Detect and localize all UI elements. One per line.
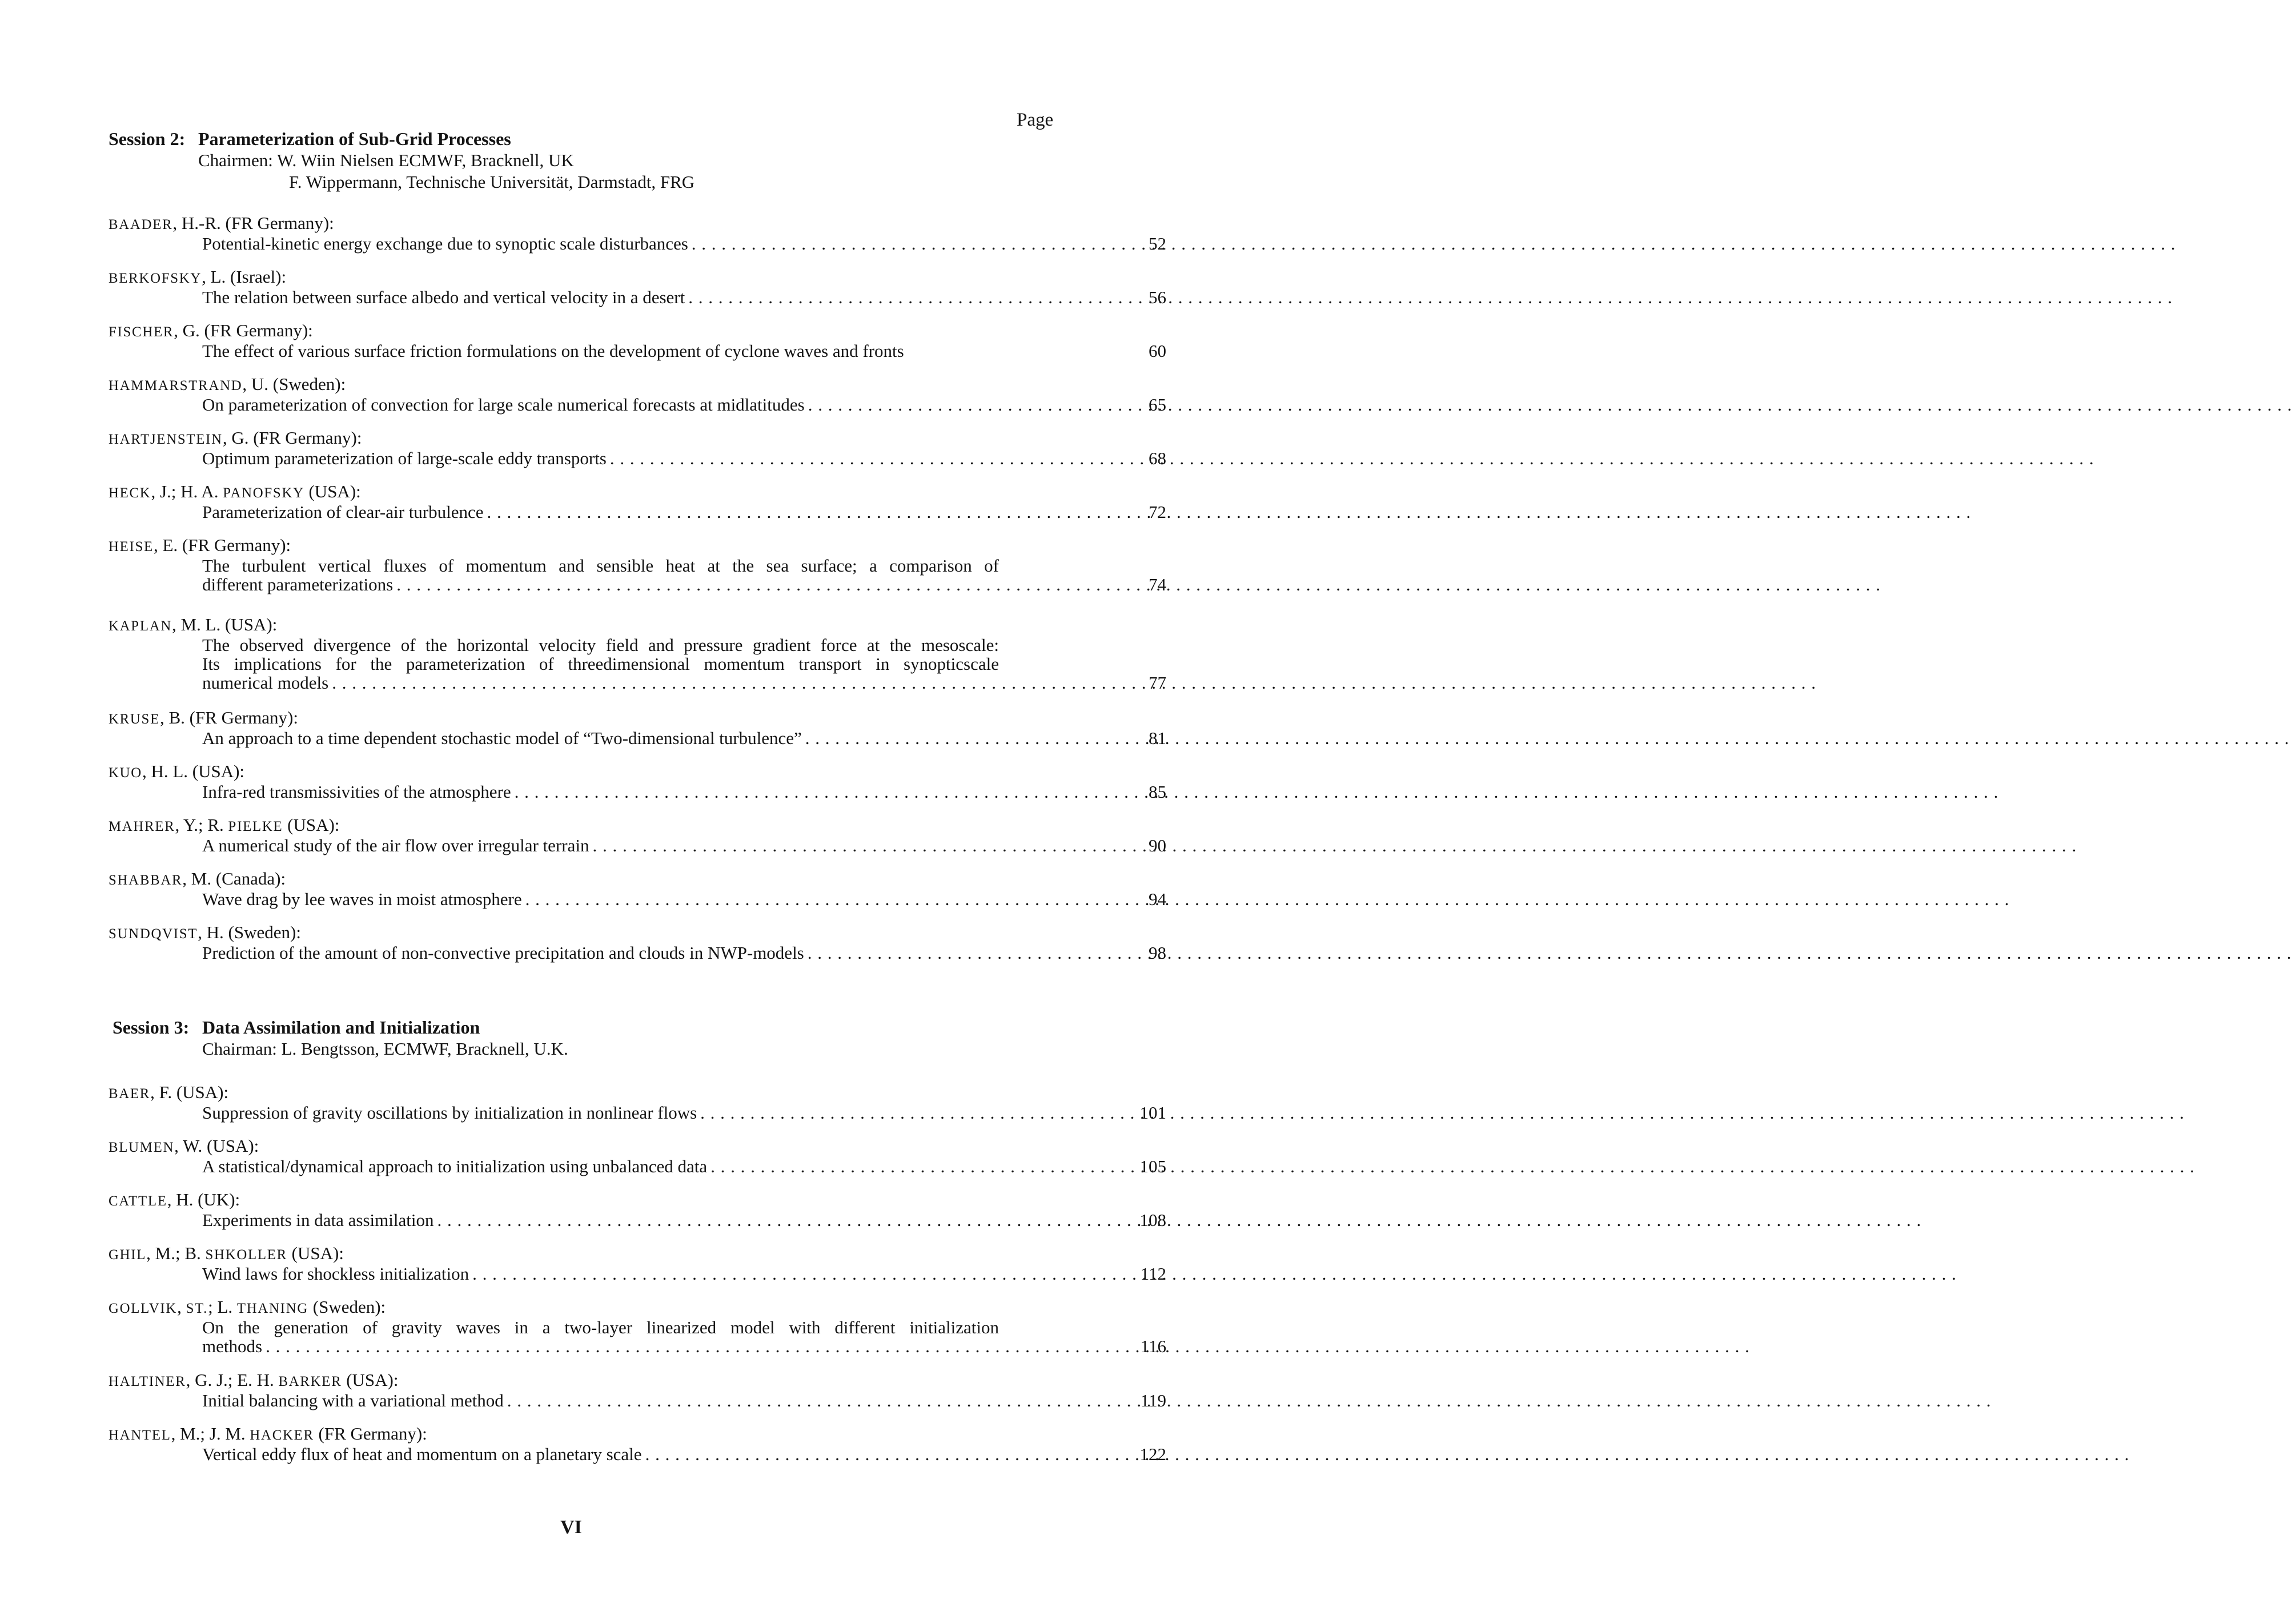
- toc-entry: [109, 614, 1166, 693]
- entry-author: BERKOFSKY, L. (Israel):: [109, 267, 287, 287]
- entry-page-number: 101: [1139, 1103, 1166, 1123]
- session-3-header: [113, 1016, 568, 1060]
- toc-entry: [109, 815, 1166, 855]
- entry-title: Initial balancing with a variational method . . . 119: [202, 1391, 993, 1410]
- toc-entry: [109, 1424, 1166, 1464]
- entry-title: Suppression of gravity oscillations by initialization in nonlinear flows . . . 101: [202, 1103, 993, 1122]
- entry-page-number: 112: [1140, 1264, 1166, 1284]
- entry-author: BLUMEN, W. (USA):: [109, 1136, 259, 1156]
- entry-title: Experiments in data assimilation . . . 108: [202, 1211, 993, 1229]
- entry-author: BAADER, H.-R. (FR Germany):: [109, 213, 334, 233]
- entry-page-number: 81: [1149, 728, 1166, 748]
- entry-title: The relation between surface albedo and vertical velocity in a desert . . . 56: [202, 288, 993, 307]
- entry-page-number: 60: [1149, 341, 1166, 361]
- entry-page-number: 108: [1139, 1210, 1166, 1230]
- toc-entry: [109, 922, 1166, 963]
- page-column-heading: Page: [1017, 110, 1054, 130]
- entry-title: Potential-kinetic energy exchange due to synoptic scale disturbances . . . 52: [202, 234, 993, 253]
- entry-page-number: 94: [1149, 889, 1166, 909]
- session-2-label: Session 2:: [109, 128, 186, 149]
- entry-title: The turbulent vertical fluxes of momentum and sensible heat at the sea surface; a comparison of: [202, 556, 999, 576]
- toc-entry: [109, 428, 1166, 468]
- toc-entry: [109, 869, 1166, 909]
- entry-title: Optimum parameterization of large-scale eddy transports . . . 68: [202, 449, 993, 468]
- toc-entry: [109, 213, 1166, 254]
- entry-title: The effect of various surface friction formulations on the development of cyclone waves and fronts 60: [202, 341, 1166, 361]
- toc-entry: [109, 761, 1166, 802]
- entry-title: A numerical study of the air flow over irregular terrain . . . 90: [202, 836, 993, 855]
- entry-page-number: 56: [1149, 287, 1166, 307]
- entry-title: Infra-red transmissivities of the atmosphere . . . 85: [202, 782, 993, 801]
- entry-author: BAER, F. (USA):: [109, 1082, 229, 1102]
- session-2-header: [109, 128, 695, 193]
- session-2-chair-2: F. Wippermann, Technische Universität, Darmstadt, FRG: [289, 172, 695, 192]
- entry-title: Vertical eddy flux of heat and momentum on a planetary scale . . . 122: [202, 1445, 993, 1464]
- session-3-chair: Chairman: L. Bengtsson, ECMWF, Bracknell, U.K.: [202, 1039, 568, 1059]
- entry-author: HANTEL, M.; J. M. HACKER (FR Germany):: [109, 1424, 427, 1444]
- session-3-title: Data Assimilation and Initialization: [202, 1017, 480, 1038]
- entry-title: Wind laws for shockless initialization . . . 112: [202, 1264, 993, 1283]
- entry-title: The observed divergence of the horizontal velocity field and pressure gradient force at the mesoscale:: [202, 635, 999, 655]
- entry-title-continued: methods . . . 116: [202, 1337, 993, 1356]
- session-2-title: Parameterization of Sub-Grid Processes: [198, 128, 511, 149]
- entry-author: HECK, J.; H. A. PANOFSKY (USA):: [109, 481, 361, 501]
- entry-page-number: 116: [1140, 1336, 1166, 1356]
- toc-entry: [109, 1082, 1166, 1123]
- page-folio: VI: [560, 1517, 582, 1538]
- toc-entry: [109, 481, 1166, 522]
- entry-author: KUO, H. L. (USA):: [109, 761, 245, 781]
- toc-entry: [109, 1370, 1166, 1410]
- toc-entry: [109, 1297, 1166, 1356]
- entry-page-number: 72: [1149, 502, 1166, 522]
- entry-title-continued: different parameterizations . . . 74: [202, 575, 993, 594]
- toc-entry: [109, 1136, 1166, 1176]
- entry-page-number: 85: [1149, 782, 1166, 802]
- session-3-label: Session 3:: [113, 1017, 190, 1038]
- entry-page-number: 74: [1149, 574, 1166, 594]
- entry-title: A statistical/dynamical approach to initialization using unbalanced data . . . 105: [202, 1157, 993, 1176]
- entry-page-number: 90: [1149, 835, 1166, 855]
- entry-page-number: 119: [1140, 1390, 1166, 1410]
- entry-author: HARTJENSTEIN, G. (FR Germany):: [109, 428, 362, 448]
- entry-title: On parameterization of convection for large scale numerical forecasts at midlatitudes . . . 65: [202, 395, 993, 414]
- toc-entry: [109, 1243, 1166, 1284]
- entry-title-continued: numerical models . . . 77: [202, 673, 993, 692]
- entry-page-number: 65: [1149, 395, 1166, 415]
- toc-entry: [109, 267, 1166, 307]
- toc-entry: [109, 535, 1166, 594]
- entry-author: KAPLAN, M. L. (USA):: [109, 614, 278, 634]
- entry-page-number: 68: [1149, 448, 1166, 468]
- entry-page-number: 105: [1139, 1156, 1166, 1176]
- entry-author: GHIL, M.; B. SHKOLLER (USA):: [109, 1243, 344, 1263]
- entry-author: MAHRER, Y.; R. PIELKE (USA):: [109, 815, 340, 835]
- entry-title: Wave drag by lee waves in moist atmosphere . . . 94: [202, 890, 993, 909]
- entry-author: CATTLE, H. (UK):: [109, 1189, 240, 1209]
- toc-entry: [109, 320, 1166, 361]
- entry-author: GOLLVIK, ST.; L. THANING (Sweden):: [109, 1297, 386, 1317]
- entry-author: SHABBAR, M. (Canada):: [109, 869, 286, 889]
- toc-entry: [109, 1189, 1166, 1230]
- entry-author: HAMMARSTRAND, U. (Sweden):: [109, 374, 346, 394]
- session-2-chair-1: Chairmen: W. Wiin Nielsen ECMWF, Bracknell, UK: [198, 150, 574, 170]
- entry-author: HALTINER, G. J.; E. H. BARKER (USA):: [109, 1370, 399, 1390]
- entry-author: KRUSE, B. (FR Germany):: [109, 708, 298, 727]
- entry-author: SUNDQVIST, H. (Sweden):: [109, 922, 301, 942]
- entry-title: An approach to a time dependent stochastic model of “Two-dimensional turbulence” . . . 81: [202, 729, 993, 747]
- entry-page-number: 52: [1149, 234, 1166, 254]
- entry-page-number: 98: [1149, 943, 1166, 963]
- entry-author: HEISE, E. (FR Germany):: [109, 535, 291, 555]
- entry-title-continued: Its implications for the parameterization of threedimensional momentum transport in synopticscale: [202, 654, 999, 674]
- toc-entry: [109, 708, 1166, 748]
- entry-title: Parameterization of clear-air turbulence . . . 72: [202, 503, 993, 521]
- entry-title: On the generation of gravity waves in a two-layer linearized model with different initialization: [202, 1317, 999, 1337]
- entry-page-number: 122: [1139, 1444, 1166, 1464]
- entry-author: FISCHER, G. (FR Germany):: [109, 320, 313, 340]
- entry-title: Prediction of the amount of non-convective precipitation and clouds in NWP-models . . . 98: [202, 943, 993, 962]
- entry-page-number: 77: [1149, 673, 1166, 693]
- toc-entry: [109, 374, 1166, 415]
